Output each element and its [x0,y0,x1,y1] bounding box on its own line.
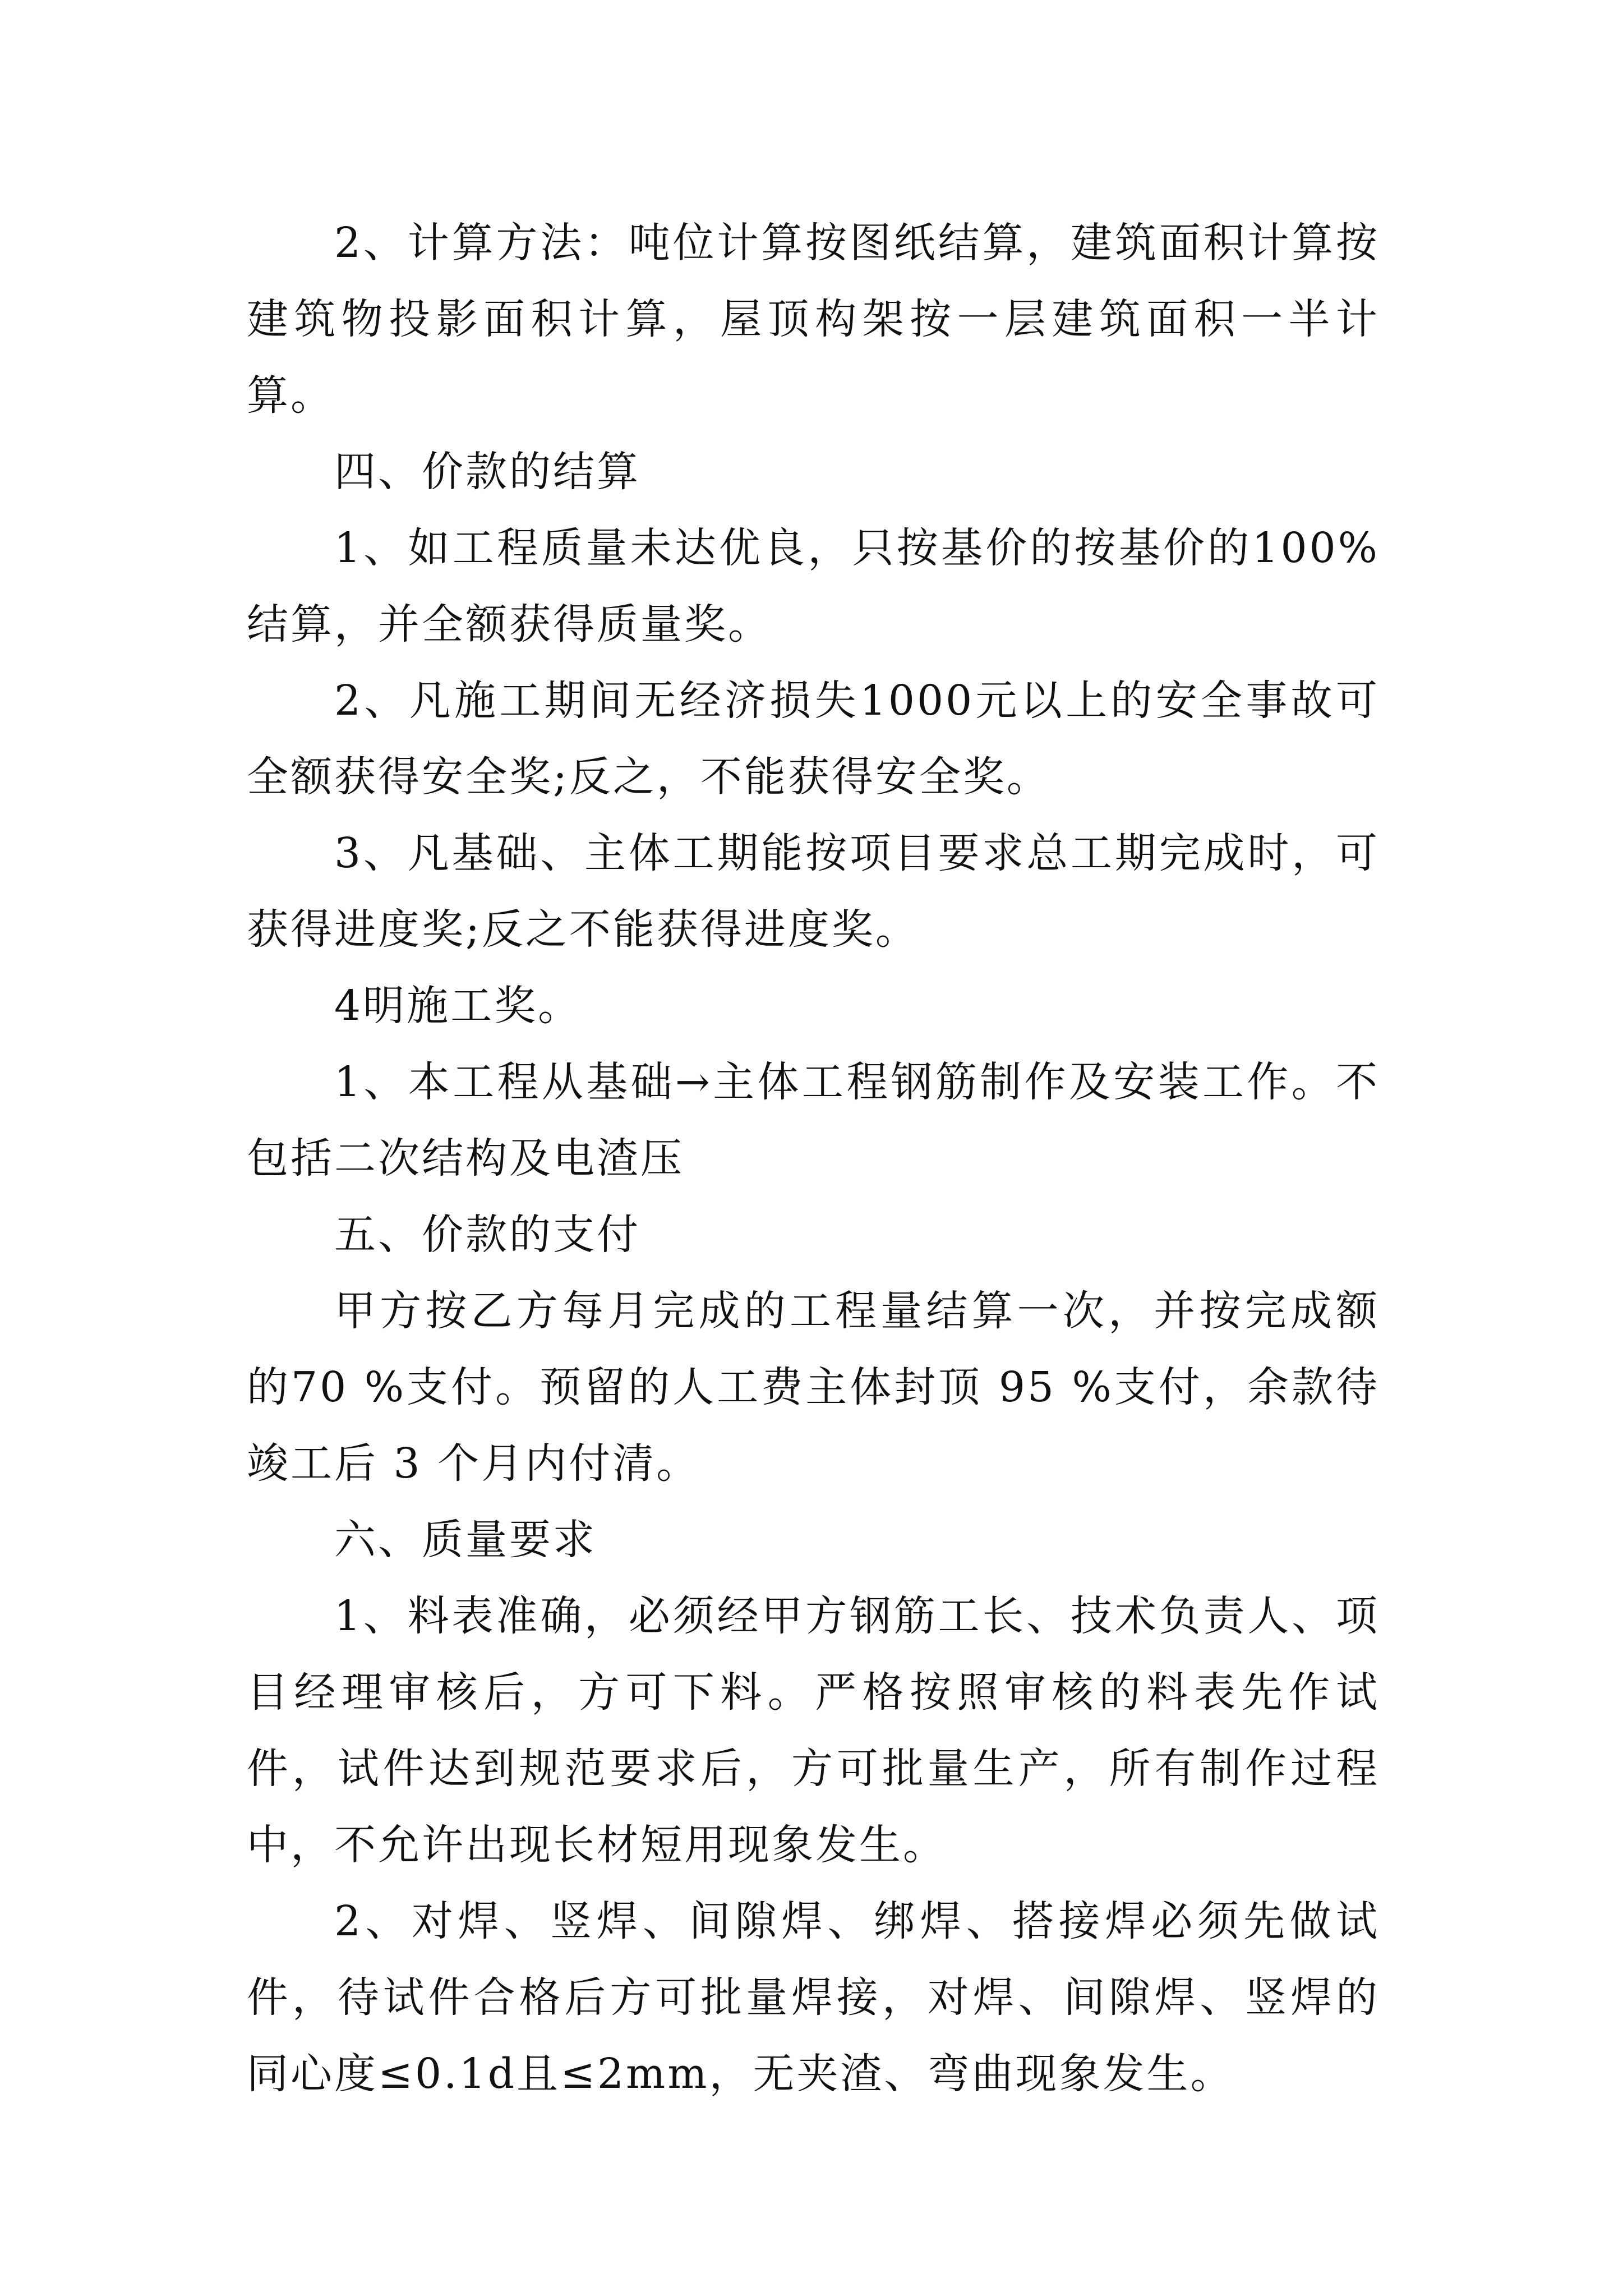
paragraph-calculation-method: 2、计算方法：吨位计算按图纸结算，建筑面积计算按建筑物投影面积计算，屋顶构架按一层建筑面积一半计算。 [247,219,1380,420]
paragraph-safety-award: 2、凡施工期间无经济损失1000元以上的安全事故可全额获得安全奖;反之，不能获得安全奖。 [247,677,1380,801]
paragraph-quality-award: 1、如工程质量未达优良，只按基价的按基价的100%结算，并全额获得质量奖。 [247,524,1380,648]
section-heading-price-settlement: 四、价款的结算 [334,448,640,496]
paragraph-material-list: 1、料表准确，必须经甲方钢筋工长、技术负责人、项目经理审核后，方可下料。严格按照审核的料表先作试件，试件达到规范要求后，方可批量生产，所有制作过程中，不允许出现长材短用现象发生。 [247,1592,1380,1869]
document-body [247,205,1380,2112]
paragraph-construction-award: 4明施工奖。 [334,982,582,1030]
section-heading-payment: 五、价款的支付 [334,1211,640,1259]
paragraph-welding: 2、对焊、竖焊、间隙焊、绑焊、搭接焊必须先做试件，待试件合格后方可批量焊接，对焊、间隙焊、竖焊的同心度≤0.1d且≤2mm，无夹渣、弯曲现象发生。 [247,1897,1380,2098]
paragraph-payment-terms: 甲方按乙方每月完成的工程量结算一次，并按完成额的70 %支付。预留的人工费主体封顶 95 %支付，余款待竣工后 3 个月内付清。 [247,1287,1380,1488]
paragraph-work-scope: 1、本工程从基础→主体工程钢筋制作及安装工作。不包括二次结构及电渣压 [247,1058,1380,1182]
section-heading-quality-requirements: 六、质量要求 [334,1516,597,1564]
paragraph-progress-award: 3、凡基础、主体工期能按项目要求总工期完成时，可获得进度奖;反之不能获得进度奖。 [247,829,1380,954]
